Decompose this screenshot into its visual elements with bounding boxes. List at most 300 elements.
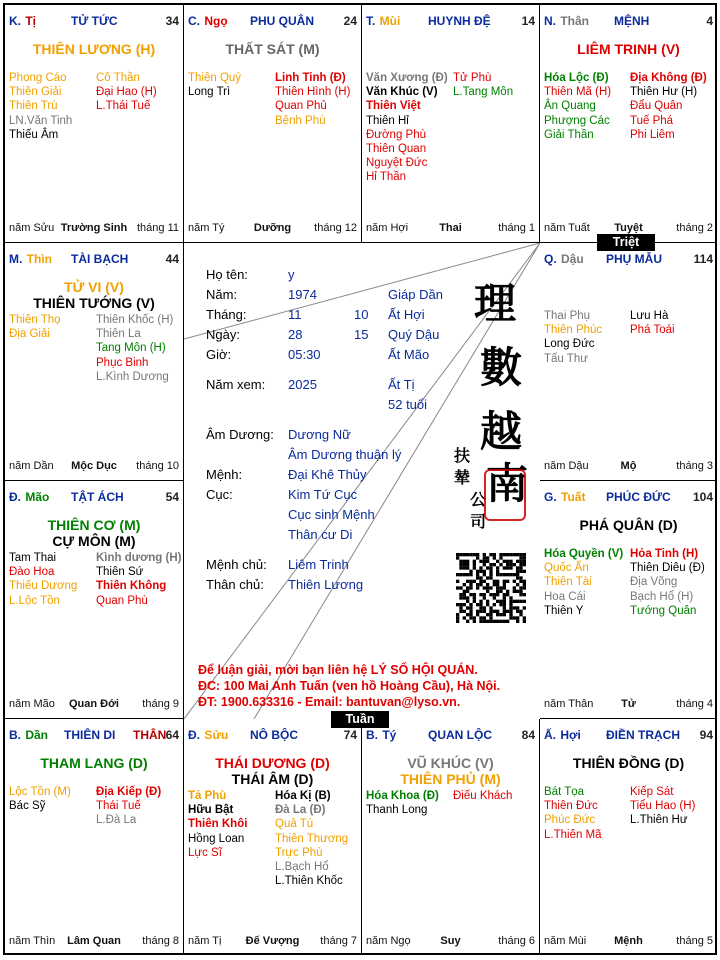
info-label: Giờ:	[206, 347, 232, 362]
palace-header	[9, 728, 179, 742]
seal-char: 公	[470, 490, 487, 509]
minor-stars-right	[96, 313, 173, 384]
minor-star: Lộc Tồn (M)	[9, 786, 71, 798]
minor-stars-left	[544, 309, 602, 366]
minor-star: Địa Không (Đ)	[630, 72, 707, 84]
minor-star: Thiên Sứ	[96, 566, 144, 579]
palace-header	[9, 490, 179, 504]
palace-chi: Thìn	[23, 252, 53, 266]
minor-star: L.Thiên Khốc	[275, 875, 343, 888]
footer-year: năm Thìn	[9, 935, 56, 947]
main-star: THIÊN LƯƠNG (H)	[32, 41, 156, 57]
footer-stage: Mộ	[620, 460, 637, 472]
minor-star: Phong Cáo	[9, 72, 67, 84]
minor-star: Hóa Kị (B)	[275, 790, 331, 802]
minor-star: Thiên Giải	[9, 86, 62, 99]
minor-stars-right	[630, 309, 675, 337]
footer-stage: Lâm Quan	[67, 935, 121, 947]
palace-cell-0[interactable]	[5, 5, 184, 243]
minor-star: Quả Tú	[275, 818, 314, 831]
calligraphy-char: 越	[480, 407, 523, 456]
footer-year: năm Tý	[188, 222, 225, 234]
palace-chi: Tuất	[557, 490, 586, 504]
palace-chi: Thân	[557, 14, 589, 28]
info-value-canchi: 52 tuổi	[388, 397, 428, 412]
footer-year: năm Thân	[544, 698, 594, 710]
palace-age: 84	[521, 728, 535, 742]
info-value-canchi: Quý Dậu	[388, 327, 440, 342]
minor-star: Thiên Tài	[544, 576, 592, 589]
info-value: 11	[288, 307, 302, 322]
footer-month: tháng 3	[676, 460, 713, 472]
info-value-lunar: 10	[354, 307, 369, 322]
minor-star: Quốc Ấn	[544, 562, 589, 575]
palace-chi: Dần	[22, 728, 49, 742]
palace-cell-11[interactable]	[540, 719, 717, 955]
palace-name: TỬ TỨC	[71, 14, 118, 28]
palace-name: HUYNH ĐỆ	[428, 14, 491, 28]
minor-star: L.Bạch Hổ	[275, 861, 329, 874]
info-value: 05:30	[288, 347, 321, 362]
minor-star: Ân Quang	[544, 100, 596, 113]
palace-header	[544, 252, 713, 266]
minor-stars-left	[9, 785, 71, 813]
palace-footer	[544, 460, 713, 474]
footer-month: tháng 9	[142, 698, 179, 710]
contact-line: ĐC: 100 Mai Anh Tuấn (ven hồ Hoàng Cầu), Hà Nội.	[198, 679, 501, 693]
qr-code-icon[interactable]	[456, 553, 526, 623]
minor-star: Phi Liêm	[630, 128, 675, 141]
cuc-value: Thân cư Di	[288, 527, 353, 542]
tuvi-chart	[3, 3, 717, 955]
minor-stars-right	[275, 789, 348, 888]
menh-chu-value: Liêm Trinh	[288, 557, 349, 572]
minor-star: Phúc Đức	[544, 814, 596, 827]
minor-star: Thiên Việt	[366, 100, 421, 113]
minor-star: Hóa Quyền (V)	[544, 548, 624, 560]
minor-star: Long Trì	[188, 86, 231, 99]
main-star: THAM LANG (D)	[40, 755, 148, 771]
palace-footer	[9, 222, 179, 236]
main-star: THIÊN ĐỒNG (D)	[572, 755, 685, 771]
info-value: 2025	[288, 377, 317, 392]
minor-stars-left	[188, 71, 241, 99]
palace-header	[544, 14, 713, 28]
footer-month: tháng 7	[320, 935, 357, 947]
palace-age: 4	[706, 14, 713, 28]
footer-stage: Dưỡng	[253, 222, 292, 234]
minor-star: Trực Phù	[275, 846, 323, 859]
palace-chi: Tý	[379, 728, 397, 742]
minor-star: Phượng Các	[544, 114, 610, 127]
minor-star: Bệnh Phù	[275, 114, 326, 127]
minor-star: Thiên Thương	[275, 832, 349, 845]
minor-star: Linh Tinh (Đ)	[275, 72, 346, 84]
minor-star: Hỉ Thần	[366, 171, 407, 184]
minor-star: Thiên Thọ	[9, 314, 61, 326]
minor-star: Thiên Diêu (Đ)	[630, 562, 705, 575]
palace-cell-9[interactable]	[184, 719, 362, 955]
palace-footer	[366, 935, 535, 949]
minor-star: Kiếp Sát	[630, 786, 674, 798]
minor-star: Lực Sĩ	[188, 846, 222, 859]
footer-month: tháng 10	[136, 460, 179, 472]
info-label: Năm:	[206, 287, 238, 302]
minor-star: L.Tang Môn	[453, 86, 514, 99]
footer-month: tháng 2	[676, 222, 713, 234]
minor-star: Thiên La	[96, 328, 141, 341]
info-value-canchi: Giáp Dần	[388, 287, 443, 302]
footer-stage: Đế Vượng	[245, 935, 300, 947]
palace-age: 64	[165, 728, 179, 742]
footer-stage: Suy	[440, 935, 461, 947]
minor-stars-right	[453, 789, 512, 803]
palace-cell-3[interactable]	[540, 5, 717, 243]
minor-stars-right	[630, 71, 707, 142]
minor-star: Tả Phù	[188, 790, 227, 802]
minor-star: Quan Phủ	[275, 100, 327, 113]
minor-star: Hóa Lộc (Đ)	[544, 72, 609, 84]
palace-age: 94	[699, 728, 713, 742]
footer-year: năm Mão	[9, 698, 55, 710]
minor-stars-right	[453, 71, 513, 99]
footer-year: năm Tị	[188, 935, 222, 947]
cuc-value: Cục sinh Mệnh	[288, 507, 375, 522]
palace-can: B.	[366, 728, 378, 742]
palace-cell-6[interactable]	[5, 481, 184, 719]
palace-cell-2[interactable]	[362, 5, 540, 243]
palace-header	[544, 490, 713, 504]
am-duong-value: Dương Nữ	[288, 427, 351, 442]
footer-year: năm Hợi	[366, 222, 409, 234]
minor-star: Tuế Phá	[630, 114, 674, 127]
palace-name: QUAN LỘC	[428, 728, 492, 742]
minor-star: Thiên Quý	[188, 72, 242, 84]
minor-stars-left	[366, 789, 439, 817]
minor-star: Hoa Cái	[544, 590, 586, 603]
palace-can: Đ.	[9, 490, 21, 504]
footer-month: tháng 5	[676, 935, 713, 947]
footer-month: tháng 11	[136, 222, 179, 234]
minor-star: Phục Binh	[96, 356, 149, 369]
minor-stars-left	[544, 547, 623, 618]
minor-star: L.Lộc Tồn	[9, 594, 60, 607]
minor-stars-right	[96, 785, 161, 828]
palace-name: TẬT ÁCH	[71, 490, 124, 504]
palace-header	[9, 14, 179, 28]
menh-label: Mệnh:	[206, 467, 243, 482]
palace-can: G.	[544, 490, 557, 504]
minor-star: Thiên Đức	[544, 800, 598, 813]
main-star: THIÊN PHỦ (M)	[400, 771, 501, 787]
minor-star: LN.Văn Tinh	[9, 114, 73, 127]
than-chu-value: Thiên Lương	[288, 577, 364, 592]
palace-footer	[9, 935, 179, 949]
info-value-canchi: Ất Mão	[388, 347, 430, 362]
main-star: THÁI ÂM (D)	[231, 771, 314, 787]
palace-name: PHU QUÂN	[250, 14, 315, 28]
footer-year: năm Dần	[9, 460, 54, 472]
palace-can: M.	[9, 252, 23, 266]
palace-can: Q.	[544, 252, 557, 266]
palace-cell-1[interactable]	[184, 5, 362, 243]
minor-star: Thiên Hình (H)	[275, 86, 351, 99]
minor-star: Địa Võng	[630, 576, 678, 589]
minor-stars-left	[9, 71, 72, 142]
minor-star: Đà La (Đ)	[275, 804, 326, 817]
minor-star: Bác Sỹ	[9, 800, 46, 813]
palace-footer	[188, 935, 357, 949]
minor-star: Bát Tọa	[544, 786, 585, 798]
palace-age: 74	[343, 728, 357, 742]
minor-stars-left	[9, 313, 61, 341]
minor-star: Văn Khúc (V)	[366, 86, 438, 99]
cuc-value: Kim Tứ Cục	[288, 487, 358, 502]
contact-line: ĐT: 1900.633316 - Email: bantuvan@lyso.vn.	[198, 695, 461, 709]
footer-month: tháng 8	[142, 935, 179, 947]
am-duong-value: Âm Dương thuận lý	[288, 447, 402, 462]
minor-star: Điếu Khách	[453, 790, 513, 802]
minor-star: Địa Giải	[9, 328, 50, 341]
calligraphy-char: 理	[474, 279, 517, 328]
minor-star: L.Thiên Hư	[630, 814, 688, 827]
palace-header	[188, 14, 357, 28]
triet-marker: Triệt	[597, 234, 655, 251]
palace-age: 114	[693, 252, 713, 266]
seal-char: 司	[470, 512, 487, 531]
minor-star: Long Đức	[544, 338, 595, 351]
footer-stage: Trường Sinh	[60, 222, 128, 234]
minor-stars-left	[9, 551, 77, 608]
footer-stage: Tử	[621, 698, 636, 710]
minor-star: Tiểu Hao (H)	[630, 800, 696, 813]
main-star: PHÁ QUÂN (D)	[579, 517, 678, 533]
palace-footer	[544, 935, 713, 949]
palace-chi: Tị	[22, 14, 36, 28]
minor-star: Thiên Khốc (H)	[96, 314, 174, 326]
minor-star: Giải Thần	[544, 128, 594, 141]
minor-star: Quan Phù	[96, 594, 148, 607]
minor-stars-left	[544, 785, 602, 842]
minor-stars-right	[630, 547, 705, 618]
footer-stage: Mệnh	[614, 935, 643, 947]
minor-star: Đào Hoa	[9, 566, 55, 579]
minor-star: Tướng Quân	[630, 604, 697, 617]
palace-chi: Dậu	[557, 252, 584, 266]
palace-cell-8[interactable]	[5, 719, 184, 955]
main-star: CỰ MÔN (M)	[52, 533, 136, 549]
minor-star: Thiên Không	[96, 580, 167, 593]
palace-age: 24	[343, 14, 357, 28]
minor-stars-right	[96, 551, 181, 608]
seal-stamp-icon	[484, 469, 526, 521]
palace-name: THIÊN DI	[64, 728, 116, 742]
palace-header	[188, 728, 357, 742]
menh-value: Đại Khê Thủy	[288, 467, 367, 482]
minor-star: Thiên Phúc	[544, 324, 603, 337]
minor-star: Thiếu Dương	[9, 580, 78, 593]
minor-star: Nguyệt Đức	[366, 157, 428, 170]
minor-star: Thiếu Âm	[9, 128, 59, 141]
minor-star: L.Thiên Mã	[544, 828, 602, 841]
menh-chu-label: Mệnh chủ:	[206, 557, 267, 572]
minor-star: Văn Xương (Đ)	[366, 72, 448, 84]
minor-star: Thiên Khôi	[188, 818, 248, 831]
minor-star: Đẩu Quân	[630, 100, 683, 113]
minor-star: Cô Thần	[96, 72, 140, 84]
palace-cell-5[interactable]	[540, 243, 717, 481]
palace-cell-10[interactable]	[362, 719, 540, 955]
main-star: THIÊN TƯỚNG (V)	[33, 295, 155, 311]
palace-can: B.	[9, 728, 21, 742]
minor-star: Phá Toái	[630, 324, 675, 337]
footer-year: năm Dậu	[544, 460, 589, 472]
footer-stage: Quan Đới	[69, 698, 119, 710]
palace-chi: Mùi	[376, 14, 401, 28]
minor-star: Thiên Y	[544, 604, 584, 617]
palace-chi: Ngọ	[201, 14, 228, 28]
info-value-lunar: 15	[354, 327, 369, 342]
info-label: Tháng:	[206, 307, 247, 322]
minor-star: L.Thái Tuế	[96, 100, 151, 113]
contact-line: Để luận giải, mời bạn liên hệ LÝ SỐ HỘI QUÁN.	[198, 663, 478, 677]
palace-can: N.	[544, 14, 556, 28]
main-star: LIÊM TRINH (V)	[577, 41, 680, 57]
palace-name: ĐIỀN TRẠCH	[606, 728, 680, 742]
minor-star: Kình dương (H)	[96, 552, 182, 564]
minor-star: Hữu Bật	[188, 804, 234, 817]
seal-char: 辇	[454, 468, 471, 487]
palace-chi: Mão	[22, 490, 50, 504]
palace-can: Đ.	[188, 728, 200, 742]
palace-header	[366, 728, 535, 742]
minor-stars-right	[96, 71, 157, 114]
palace-can: Ấ.	[544, 728, 556, 742]
am-duong-label: Âm Dương:	[206, 427, 274, 442]
minor-star: Thiên Hỉ	[366, 114, 409, 127]
palace-footer	[9, 460, 179, 474]
calligraphy-char: 南	[486, 459, 529, 508]
palace-header	[544, 728, 713, 742]
minor-star: Hồng Loan	[188, 832, 245, 845]
minor-stars-left	[366, 71, 448, 185]
minor-star: Thanh Long	[366, 804, 428, 817]
main-star: THÁI DƯƠNG (D)	[215, 755, 330, 771]
footer-year: năm Ngọ	[366, 935, 411, 947]
tuan-marker: Tuần	[331, 711, 389, 728]
minor-star: Lưu Hà	[630, 310, 669, 322]
main-star: TỬ VI (V)	[64, 279, 124, 295]
palace-footer	[544, 698, 713, 712]
palace-name: TÀI BẠCH	[71, 252, 129, 266]
cuc-label: Cục:	[206, 487, 233, 502]
minor-star: Đại Hao (H)	[96, 86, 157, 99]
palace-chi: Sửu	[201, 728, 229, 742]
minor-stars-left	[188, 789, 247, 860]
footer-year: năm Mùi	[544, 935, 587, 947]
minor-star: Tam Thai	[9, 552, 57, 564]
footer-month: tháng 4	[676, 698, 713, 710]
info-value: 1974	[288, 287, 317, 302]
footer-stage: Mộc Dục	[71, 460, 117, 472]
seal-char: 扶	[454, 446, 471, 465]
minor-star: Thiên Mã (H)	[544, 86, 612, 99]
minor-star: L.Kình Dương	[96, 370, 169, 383]
minor-star: Đường Phù	[366, 128, 426, 141]
minor-star: L.Đà La	[96, 814, 137, 827]
palace-can: K.	[9, 14, 21, 28]
calligraphy-char: 數	[480, 343, 523, 392]
palace-cell-4[interactable]	[5, 243, 184, 481]
than-chu-label: Thân chủ:	[206, 577, 264, 592]
palace-cell-7[interactable]	[540, 481, 717, 719]
main-star: VŨ KHÚC (V)	[407, 755, 494, 771]
palace-header	[9, 252, 179, 266]
footer-stage: Tuyệt	[614, 222, 643, 234]
palace-age: 104	[692, 490, 713, 504]
minor-stars-right	[275, 71, 350, 128]
minor-star: Thiên Hư (H)	[630, 86, 698, 99]
minor-star: Thái Tuế	[96, 800, 141, 813]
palace-can: C.	[188, 14, 200, 28]
info-label: Họ tên:	[206, 267, 248, 282]
minor-stars-left	[544, 71, 611, 142]
minor-star: Bạch Hổ (H)	[630, 590, 694, 603]
palace-header	[366, 14, 535, 28]
chart-center	[184, 243, 540, 719]
minor-star: Tấu Thư	[544, 352, 588, 365]
info-value-canchi: Ất Tị	[388, 377, 415, 392]
info-value: 28	[288, 327, 303, 342]
palace-age: 14	[521, 14, 535, 28]
main-star: THIÊN CƠ (M)	[47, 517, 141, 533]
footer-year: năm Tuất	[544, 222, 590, 234]
footer-year: năm Sửu	[9, 222, 55, 234]
palace-footer	[9, 698, 179, 712]
minor-star: Thai Phụ	[544, 310, 591, 322]
info-value: y	[288, 267, 295, 282]
palace-name: MỆNH	[614, 14, 650, 28]
minor-star: Hỏa Tinh (H)	[630, 548, 699, 560]
minor-star: Thiên Trù	[9, 100, 58, 113]
minor-stars-right	[630, 785, 695, 828]
minor-star: Thiên Quan	[366, 143, 427, 156]
palace-age: 44	[165, 252, 179, 266]
footer-stage: Thai	[439, 222, 462, 234]
palace-footer	[366, 222, 535, 236]
minor-star: Địa Kiếp (Đ)	[96, 786, 162, 798]
minor-star: Tang Môn (H)	[96, 342, 166, 355]
footer-month: tháng 12	[314, 222, 357, 234]
palace-age: 34	[165, 14, 179, 28]
palace-age: 54	[165, 490, 179, 504]
palace-chi: Hợi	[557, 728, 581, 742]
footer-month: tháng 6	[498, 935, 535, 947]
palace-can: T.	[366, 14, 376, 28]
palace-name: PHÚC ĐỨC	[606, 490, 671, 504]
info-label: Ngày:	[206, 327, 240, 342]
palace-name: PHỤ MẪU	[606, 252, 662, 266]
minor-star: Tử Phù	[453, 72, 492, 84]
palace-footer	[188, 222, 357, 236]
footer-month: tháng 1	[498, 222, 535, 234]
main-star: THẤT SÁT (M)	[225, 41, 320, 57]
info-label: Năm xem:	[206, 377, 266, 392]
palace-name: NÔ BỘC	[250, 728, 298, 742]
than-label: THÂN	[133, 728, 167, 742]
minor-star: Hóa Khoa (Đ)	[366, 790, 439, 802]
info-value-canchi: Ất Hợi	[388, 307, 425, 322]
